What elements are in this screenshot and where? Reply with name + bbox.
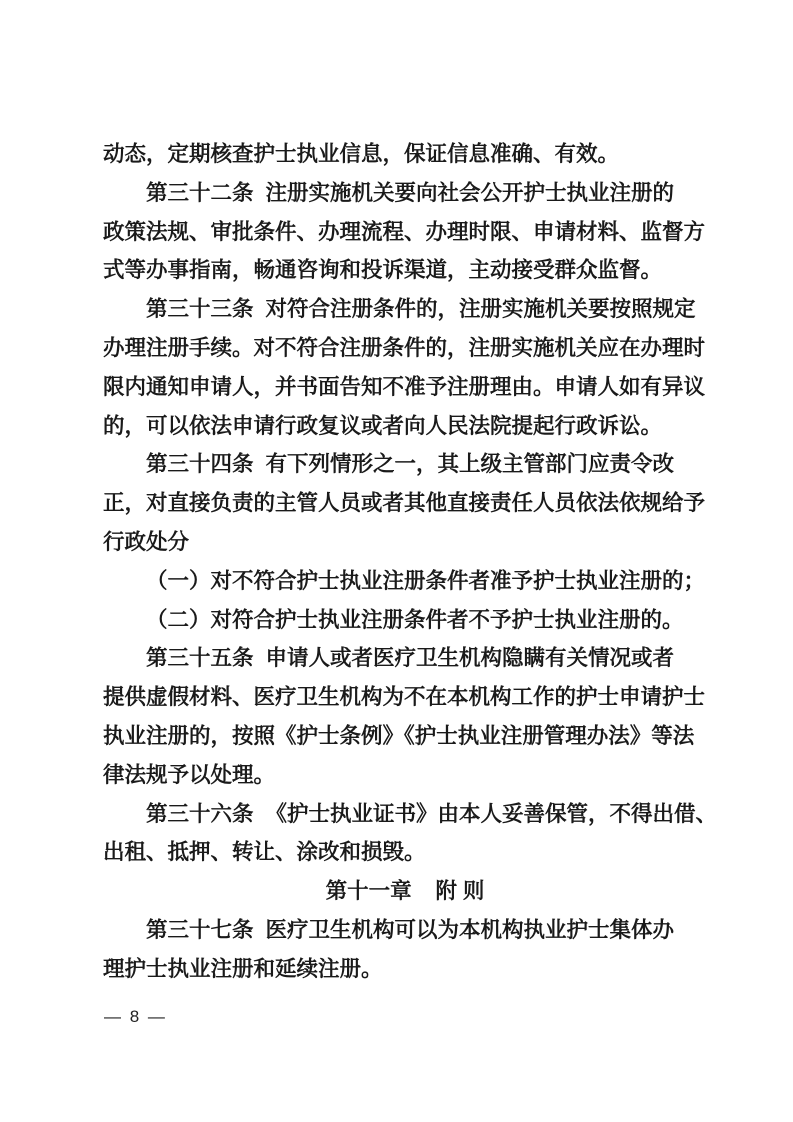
article-32-line-3: 式等办事指南，畅通咨询和投诉渠道，主动接受群众监督。	[103, 258, 663, 283]
article-35-line-4: 律法规予以处理。	[103, 762, 276, 787]
article-36	[103, 795, 717, 873]
article-35-line-2: 提供虚假材料、医疗卫生机构为不在本机构工作的护士申请护士	[103, 685, 706, 710]
article-36-line-2: 出租、抵押、转让、涂改和损毁。	[103, 840, 426, 865]
document-text	[103, 135, 717, 989]
article-37	[103, 911, 707, 989]
article-34-line-2: 正，对直接负责的主管人员或者其他直接责任人员依法依规给予	[103, 491, 706, 516]
article-34-item-2-line-1: （二）对符合护士执业注册条件者不予护士执业注册的。	[146, 607, 684, 632]
article-34-item-1	[103, 562, 707, 601]
article-34-line-1: 第三十四条 有下列情形之一，其上级主管部门应责令改	[146, 452, 674, 477]
article-33-line-4: 的，可以依法申请行政复议或者向人民法院提起行政诉讼。	[103, 413, 663, 438]
article-37-line-2: 理护士执业注册和延续注册。	[103, 956, 383, 981]
article-37-line-1: 第三十七条 医疗卫生机构可以为本机构执业护士集体办	[146, 917, 674, 942]
article-34-item-1-line-1: （一）对不符合护士执业注册条件者准予护士执业注册的；	[146, 568, 706, 593]
article-33-line-3: 限内通知申请人，并书面告知不准予注册理由。申请人如有异议	[103, 374, 706, 399]
article-34-line-3: 行政处分	[103, 529, 190, 554]
article-32	[103, 174, 707, 290]
article-32-line-1: 第三十二条 注册实施机关要向社会公开护士执业注册的	[146, 180, 674, 205]
article-32-line-2: 政策法规、审批条件、办理流程、办理时限、申请材料、监督方	[103, 219, 706, 244]
article-35-line-1: 第三十五条 申请人或者医疗卫生机构隐瞒有关情况或者	[146, 646, 674, 671]
article-34	[103, 445, 707, 561]
article-35-line-3: 执业注册的，按照《护士条例》《护士执业注册管理办法》等法	[103, 723, 695, 748]
article-34-item-2	[103, 601, 707, 640]
article-35	[103, 639, 707, 794]
paragraph-continuation-line-1: 动态，定期核查护士执业信息，保证信息准确、有效。	[103, 142, 620, 166]
page-number: — 8 —	[104, 1007, 167, 1026]
article-33	[103, 290, 707, 445]
chapter-11-heading	[103, 872, 707, 911]
paragraph-continuation	[103, 135, 707, 174]
article-33-line-1: 第三十三条 对符合注册条件的，注册实施机关要按照规定	[146, 297, 696, 322]
article-33-line-2: 办理注册手续。对不符合注册条件的，注册实施机关应在办理时	[103, 335, 706, 360]
chapter-11-heading-line-1: 第十一章 附 则	[325, 879, 485, 904]
article-36-line-1: 第三十六条 《护士执业证书》由本人妥善保管，不得出借、	[146, 801, 717, 826]
